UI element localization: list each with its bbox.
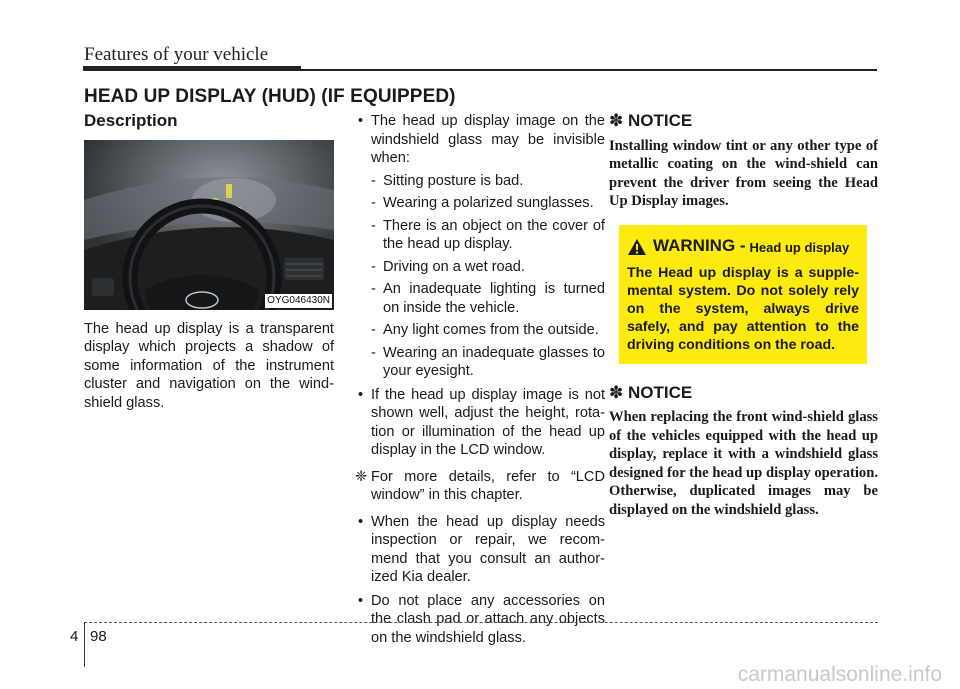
page-number: 98 — [90, 628, 107, 645]
list-item: - Any light comes from the outside. — [371, 322, 599, 338]
footer-rule — [84, 622, 878, 623]
notice-title: ✽ NOTICE — [609, 111, 693, 130]
description-paragraph: The head up display is a transparent display which projects a shadow of some information of the instrument cluster and navigation on the wind-shield glass. — [84, 320, 334, 411]
list-item: - An inadequate lighting is turned on inside the vehicle. — [371, 281, 605, 316]
notice-windshield-body: When replacing the front wind-shield glass of the vehicles equipped with the head up display, replace it with a windshield glass designed for the head up display operation. Otherwise, duplicated images may be displayed on the windshield glass. — [609, 409, 878, 518]
figure-code: OYG046430N — [267, 294, 330, 306]
notice-title: ✽ NOTICE — [609, 382, 693, 402]
warning-box — [619, 225, 867, 364]
reference-icon: ❈ — [355, 468, 368, 485]
bullet-accessories: • Do not place any accessories on the clash pad or attach any objects on the windshield glass. — [358, 592, 605, 646]
footer-divider — [84, 622, 85, 667]
header-bar-thick — [83, 66, 301, 71]
warning-triangle-icon — [627, 238, 647, 256]
description-heading: Description — [84, 111, 178, 130]
notice-tint-body: Installing window tint or any other type of metallic coating on the wind-shield can prevent the driver from seeing the Head Up Display images. — [609, 137, 878, 209]
bullet-inspection: • When the head up display needs inspection or repair, we recom-mend that you consult an author-ized Kia dealer. — [358, 513, 605, 585]
page-title: HEAD UP DISPLAY (HUD) (IF EQUIPPED) — [84, 86, 456, 107]
warning-body: The Head up display is a supple-mental system. Do not solely rely on the system, always drive safely, and pay attention to the driving conditions on the road. — [627, 264, 859, 353]
list-item: - There is an object on the cover of the head up display. — [371, 217, 605, 252]
reference-note: ❈ For more details, refer to “LCD window” in this chapter. — [355, 468, 605, 503]
hud-speed-readout: 60 — [228, 203, 243, 219]
bullet-invisible: • The head up display image on the windshield glass may be invisible when: — [358, 113, 605, 166]
list-item: - Driving on a wet road. — [371, 258, 525, 275]
header-bar-thin — [301, 69, 877, 71]
bullet-adjust: • If the head up display image is not shown well, adjust the height, rota-tion or illumination of the head up display in the LCD window. — [358, 386, 605, 458]
warning-topic: Head up display — [749, 239, 850, 255]
section-header: Features of your vehicle — [84, 44, 269, 65]
warning-label: WARNING - — [653, 235, 746, 255]
column-description — [84, 112, 334, 412]
list-item: - Wearing an inadequate glasses to your eyesight. — [371, 344, 605, 379]
list-item: - Sitting posture is bad. — [371, 172, 524, 189]
list-item: - Wearing a polarized sunglasses. — [371, 195, 594, 211]
chapter-number: 4 — [70, 628, 79, 645]
column-conditions — [355, 112, 605, 647]
column-notices — [609, 112, 878, 519]
hud-illustration — [84, 140, 334, 310]
hud-figure — [84, 140, 334, 310]
watermark: carmanualsonline.info — [737, 663, 942, 686]
